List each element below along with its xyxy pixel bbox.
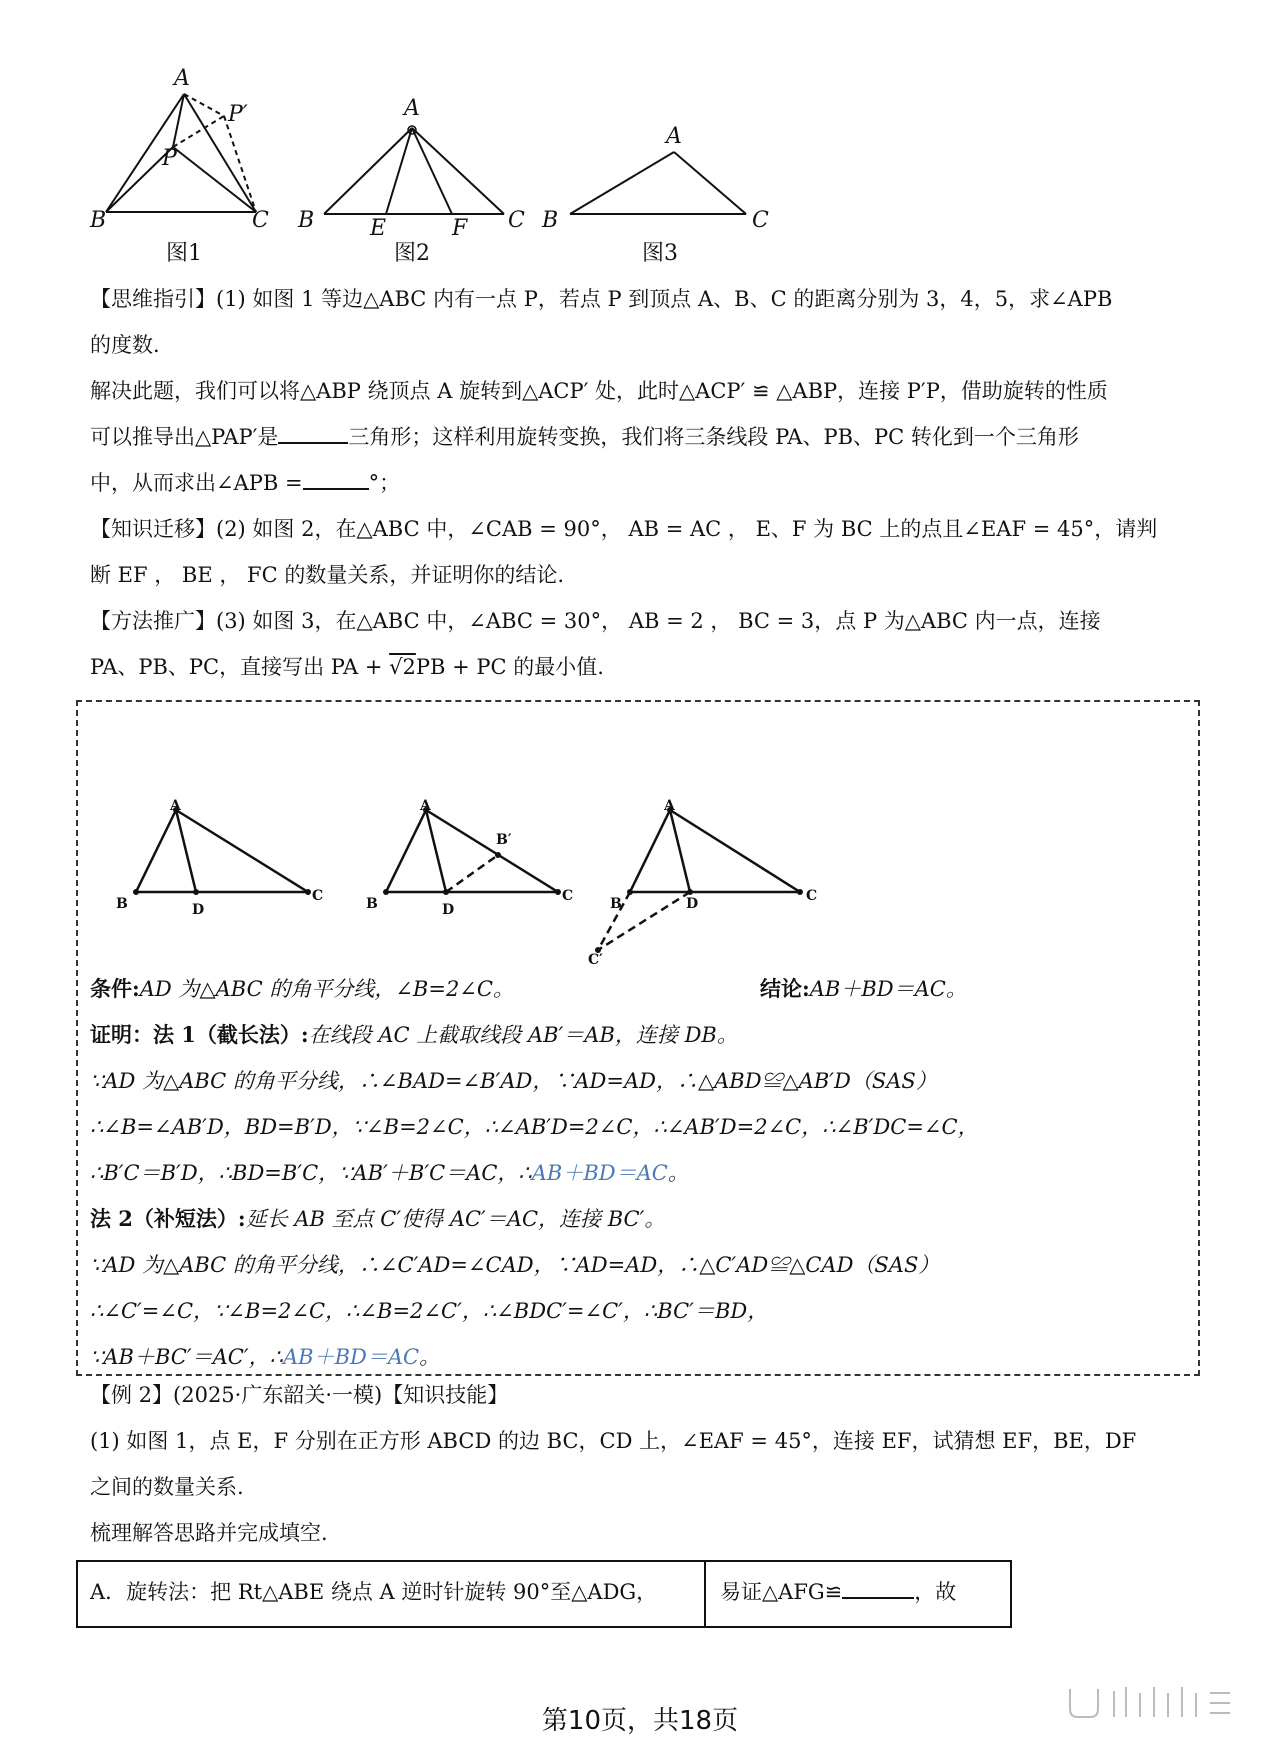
box-f3-label-C: C — [806, 888, 818, 904]
box-f2-label-Bp: B′ — [496, 832, 512, 848]
condition-line — [90, 974, 514, 1004]
example-title: 【例 2】(2025·广东韶关·一模)【知识技能】 — [90, 1383, 509, 1407]
box-f3-label-A: A — [664, 798, 675, 814]
proof-method2-line — [90, 1204, 665, 1234]
proof-result-2: AB＋BD＝AC — [282, 1345, 420, 1369]
box-f2-label-C: C — [562, 888, 574, 904]
proof-line-3 — [90, 1158, 689, 1188]
proof-line-6c: 。 — [419, 1345, 441, 1369]
answer-blank-triangle-type[interactable] — [278, 422, 348, 444]
fig1-label-B: B — [90, 208, 107, 233]
example-question-line3: 梳理解答思路并完成填空. — [90, 1521, 328, 1545]
box-f1-label-D: D — [192, 902, 205, 918]
fig3-label-B: B — [542, 208, 559, 233]
box-f1-label-B: B — [116, 896, 128, 912]
proof-line-1: ∵AD 为△ABC 的角平分线，∴∠BAD=∠B′AD，∵AD=AD，∴△ABD≌△AB′D（SAS） — [90, 1069, 937, 1093]
fig2-caption: 图2 — [394, 241, 430, 266]
proof-method1-line — [90, 1020, 738, 1050]
box-f3-label-B: B — [610, 896, 622, 912]
problem-part3-line2 — [90, 652, 604, 682]
fig2-label-C: C — [508, 208, 525, 233]
conclusion-label: 结论: — [760, 976, 810, 1001]
watermark-icon — [1060, 1683, 1260, 1723]
box-f3-label-Cp: C′ — [588, 952, 603, 968]
answer-table — [76, 1560, 1012, 1628]
fig2-label-A: A — [404, 96, 420, 121]
fig1-label-C: C — [252, 208, 269, 233]
proof-line-4: ∵AD 为△ABC 的角平分线，∴∠C′AD=∠CAD，∵AD=AD，∴△C′AD≌△CAD（SAS） — [90, 1253, 940, 1277]
proof-line-3a: ∴B′C＝B′D，∴BD=B′C，∵AB′＋B′C＝AC，∴ — [90, 1161, 532, 1185]
problem-part1-line5a: 中，从而求出∠APB = — [90, 471, 303, 495]
box-f2-label-D: D — [442, 902, 455, 918]
box-f1-label-C: C — [312, 888, 324, 904]
example-question-line1: (1) 如图 1，点 E，F 分别在正方形 ABCD 的边 BC，CD 上，∠EAF = 45°，连接 EF，试猜想 EF，BE，DF — [90, 1429, 1137, 1453]
problem-part1-line3: 解决此题，我们可以将△ABP 绕顶点 A 旋转到△ACP′ 处，此时△ACP′ ≌ △ABP，连接 P′P，借助旋转的性质 — [90, 379, 1108, 403]
answer-blank-congruent[interactable] — [842, 1577, 914, 1599]
condition-text: AD 为△ABC 的角平分线，∠B=2∠C。 — [139, 977, 514, 1001]
problem-part1-line4 — [90, 422, 1079, 452]
fig2-label-B: B — [298, 208, 315, 233]
fig3-caption: 图3 — [642, 241, 678, 266]
box-f2-label-A: A — [420, 798, 431, 814]
problem-part2-line2: 断 EF ， BE ， FC 的数量关系，并证明你的结论. — [90, 563, 565, 587]
problem-part1-line1: 【思维指引】(1) 如图 1 等边△ABC 内有一点 P，若点 P 到顶点 A、B、C 的距离分别为 3，4，5，求∠APB — [90, 287, 1113, 311]
problem-part1-line4a: 可以推导出△PAP′是 — [90, 425, 279, 449]
table-cell-right-a: 易证△AFG≌ — [720, 1580, 843, 1604]
proof-method1-text: 在线段 AC 上截取线段 AB′＝AB，连接 DB。 — [308, 1023, 738, 1047]
box-figure-1 — [110, 800, 340, 910]
figure-3 — [550, 140, 770, 230]
box-figure-2 — [360, 800, 590, 910]
proof-line-2: ∴∠B=∠AB′D，BD=B′D，∵∠B=2∠C，∴∠AB′D=2∠C，∴∠AB′D=2∠C，∴∠B′DC=∠C， — [90, 1115, 979, 1139]
proof-method1-label: 证明：法 1（截长法）: — [90, 1022, 309, 1047]
example-question-line2: 之间的数量关系. — [90, 1475, 244, 1499]
proof-line-6a: ∵AB＋BC′＝AC′，∴ — [90, 1345, 283, 1369]
fig2-label-E: E — [370, 216, 387, 241]
box-f2-label-B: B — [366, 896, 378, 912]
problem-part1-line4b: 三角形；这样利用旋转变换，我们将三条线段 PA、PB、PC 转化到一个三角形 — [348, 425, 1079, 449]
box-f1-label-A: A — [170, 798, 181, 814]
problem-part1-line5 — [90, 468, 400, 498]
problem-part3-line2a: PA、PB、PC，直接写出 PA + — [90, 655, 390, 679]
answer-blank-angle[interactable] — [303, 468, 369, 490]
proof-line-6 — [90, 1342, 440, 1372]
fig1-label-P-prime: P′ — [228, 102, 248, 127]
condition-label: 条件: — [90, 976, 140, 1001]
proof-result-1: AB＋BD＝AC — [531, 1161, 668, 1185]
proof-method2-label: 法 2（补短法）: — [90, 1206, 246, 1231]
table-divider — [704, 1562, 706, 1626]
fig1-label-P: P — [162, 146, 177, 171]
proof-line-5: ∴∠C′=∠C，∵∠B=2∠C，∴∠B=2∠C′，∴∠BDC′=∠C′，∴BC′＝BD， — [90, 1299, 769, 1323]
box-figure-3 — [590, 800, 830, 975]
fig3-label-A: A — [666, 124, 682, 149]
box-f3-label-D: D — [686, 896, 699, 912]
problem-part3-line2b: PB + PC 的最小值. — [415, 655, 604, 679]
proof-line-3c: 。 — [667, 1161, 689, 1185]
sqrt-two: √2 — [389, 655, 416, 679]
table-cell-right-b: ，故 — [914, 1580, 957, 1604]
table-cell-right — [720, 1576, 956, 1606]
problem-part3-line1: 【方法推广】(3) 如图 3，在△ABC 中，∠ABC = 30°， AB = 2 ， BC = 3，点 P 为△ABC 内一点，连接 — [90, 609, 1101, 633]
conclusion-line — [760, 974, 967, 1004]
fig2-label-F: F — [452, 216, 468, 241]
conclusion-text: AB＋BD＝AC。 — [809, 977, 967, 1001]
problem-part1-line2: 的度数. — [90, 333, 160, 357]
table-cell-left: A．旋转法：把 Rt△ABE 绕点 A 逆时针旋转 90°至△ADG， — [90, 1580, 658, 1604]
problem-part2-line1: 【知识迁移】(2) 如图 2，在△ABC 中，∠CAB = 90°， AB = AC ， E、F 为 BC 上的点且∠EAF = 45°，请判 — [90, 517, 1158, 541]
fig1-label-A: A — [174, 66, 190, 91]
problem-part1-line5b: °； — [368, 471, 401, 495]
proof-method2-text: 延长 AB 至点 C′使得 AC′＝AC，连接 BC′。 — [245, 1207, 666, 1231]
page-footer: 第10页，共18页 — [541, 1706, 739, 1736]
fig3-label-C: C — [752, 208, 769, 233]
fig1-caption: 图1 — [166, 241, 202, 266]
